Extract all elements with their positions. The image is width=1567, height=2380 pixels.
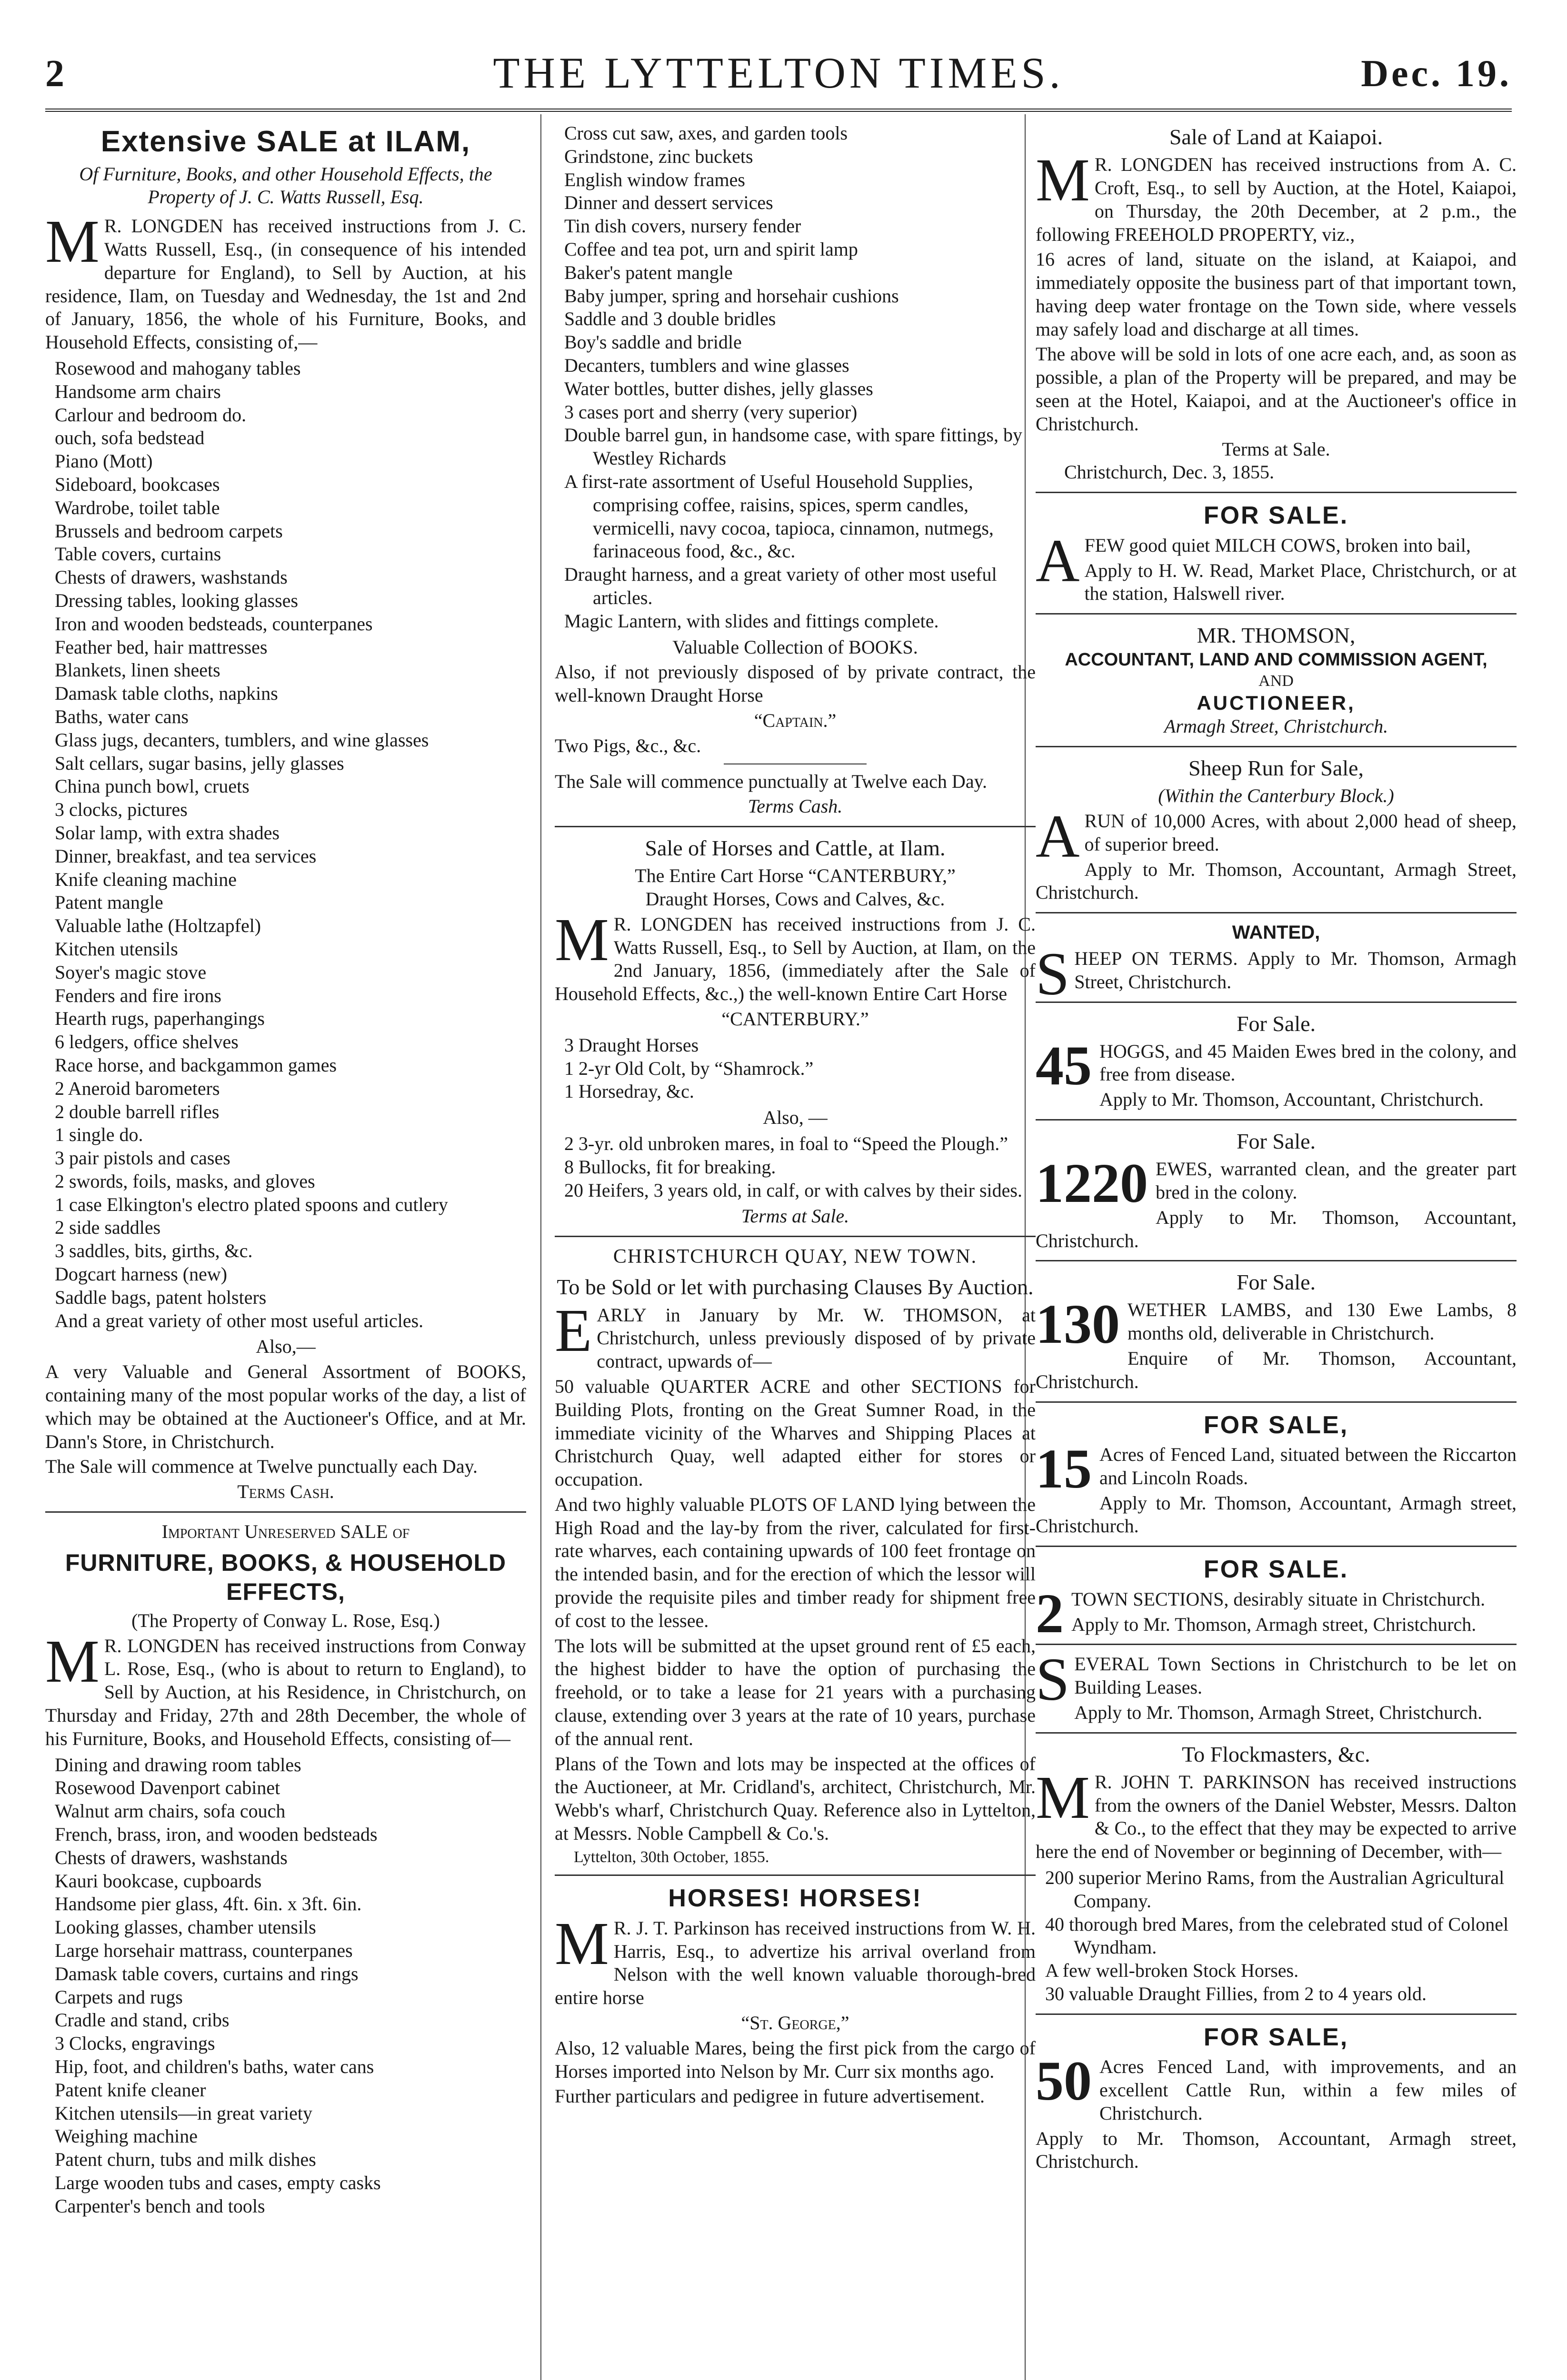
drop-cap: A bbox=[1036, 526, 1080, 595]
drop-cap: M bbox=[1036, 1763, 1090, 1831]
list-item: 1 single do. bbox=[55, 1124, 143, 1146]
ad-heading: Sale of Land at Kaiapoi. bbox=[1169, 125, 1383, 149]
item-list bbox=[55, 1754, 526, 2218]
drop-cap: M bbox=[45, 1627, 100, 1695]
list-item: Kauri bookcase, cupboards bbox=[55, 1870, 262, 1892]
big-number: 45 bbox=[1036, 1034, 1092, 1097]
big-number: 2 bbox=[1036, 1582, 1064, 1645]
list-item: Decanters, tumblers and wine glasses bbox=[564, 354, 849, 376]
books-paragraph: A very Valuable and General Assortment of BOOKS, containing many of the most popular works of the day, a list of which may be obtained at the Auctioneer's Office, and at Mr. Dann's Store, in Christchurch. bbox=[45, 1361, 526, 1452]
ad-heading: For Sale. bbox=[1236, 1270, 1316, 1295]
list-item: 2 side saddles bbox=[55, 1217, 161, 1239]
ad-paragraph: M R. J. T. Parkinson has received instructions from W. H. Harris, Esq., to advertize his arrival overland from Nelson with the well known valuable thorough-bred entire horse bbox=[555, 1909, 1036, 2009]
list-item: Looking glasses, chamber utensils bbox=[55, 1916, 316, 1938]
list-item: ouch, sofa bedstead bbox=[55, 427, 205, 449]
list-item: Chests of drawers, washstands bbox=[55, 1846, 288, 1868]
list-item: Wardrobe, toilet table bbox=[55, 496, 220, 518]
list-item: Rosewood Davenport cabinet bbox=[55, 1777, 280, 1799]
list-item: 1 Horsedray, &c. bbox=[564, 1081, 694, 1102]
list-item: Water bottles, butter dishes, jelly glasses bbox=[564, 377, 873, 399]
list-item: English window frames bbox=[564, 169, 745, 190]
list-item: And a great variety of other most useful articles. bbox=[55, 1309, 424, 1331]
ad-paragraph: 130 WETHER LAMBS, and 130 Ewe Lambs, 8 months old, deliverable in Christchurch. bbox=[1036, 1293, 1517, 1356]
ad-paragraph: Apply to Mr. Thomson, Accountant, Christchurch. bbox=[1099, 1089, 1484, 1111]
ad-subheading: Of Furniture, Books, and other Household Effects, the Property of J. C. Watts Russell, Esq. bbox=[79, 163, 492, 208]
ad-paragraph: 1220 EWES, warranted clean, and the greater part bred in the colony. bbox=[1036, 1152, 1517, 1215]
ad-heading: WANTED, bbox=[1232, 922, 1320, 943]
list-item: 2 swords, foils, masks, and gloves bbox=[55, 1170, 315, 1192]
drop-cap: M bbox=[555, 1909, 609, 1977]
list-item: Soyer's magic stove bbox=[55, 961, 207, 983]
list-item: A few well-broken Stock Horses. bbox=[1045, 1960, 1299, 1982]
item-list bbox=[55, 357, 526, 1332]
ad-paragraph: Apply to Mr. Thomson, Armagh street, Christchurch. bbox=[1071, 1613, 1477, 1635]
ad-heading: HORSES! HORSES! bbox=[668, 1884, 922, 1913]
ad-paragraph: 15 Acres of Fenced Land, situated between the Riccarton and Lincoln Roads. bbox=[1036, 1438, 1517, 1500]
also-line: Also, — bbox=[763, 1107, 828, 1129]
list-item: Dogcart harness (new) bbox=[55, 1263, 228, 1285]
separator bbox=[1036, 1732, 1517, 1734]
list-item: Iron and wooden bedsteads, counterpanes bbox=[55, 613, 373, 635]
list-item: 1 2-yr Old Colt, by “Shamrock.” bbox=[564, 1057, 814, 1079]
ad-paragraph: Apply to Mr. Thomson, Accountant, Armagh street, Christchurch. bbox=[1036, 2127, 1517, 2172]
list-item: Kitchen utensils bbox=[55, 938, 178, 960]
list-item: 8 Bullocks, fit for breaking. bbox=[564, 1156, 776, 1178]
list-item: Boy's saddle and bridle bbox=[564, 331, 742, 353]
ad-paragraph: M R. JOHN T. PARKINSON has received instructions from the owners of the Daniel Webster, Messrs. Dalton & Co., to the effect that they may be expected to arrive here the end of November or beginning of December, with— bbox=[1036, 1763, 1517, 1863]
item-list bbox=[1045, 1866, 1517, 2006]
list-item: 200 superior Merino Rams, from the Australian Agricultural Company. bbox=[1045, 1866, 1505, 1912]
ad-paragraph: Apply to Mr. Thomson, Accountant, Armagh Street, Christchurch. bbox=[1036, 858, 1517, 903]
ad-heading: CHRISTCHURCH QUAY, NEW TOWN. bbox=[613, 1246, 978, 1268]
list-item: Cradle and stand, cribs bbox=[55, 2009, 230, 2031]
list-item: Salt cellars, sugar basins, jelly glasses bbox=[55, 752, 344, 774]
list-item: Baby jumper, spring and horsehair cushions bbox=[564, 285, 899, 307]
agent-name: MR. THOMSON, bbox=[1197, 623, 1356, 648]
newspaper-title: THE LYTTELTON TIMES. bbox=[493, 49, 1064, 97]
drop-cap: M bbox=[1036, 146, 1090, 214]
big-number: 130 bbox=[1036, 1293, 1120, 1356]
terms-line: Terms at Sale. bbox=[1222, 438, 1330, 460]
list-item: 3 pair pistols and cases bbox=[55, 1147, 230, 1169]
list-item: Blankets, linen sheets bbox=[55, 659, 220, 681]
ad-intro: M R. LONGDEN has received instructions from J. C. Watts Russell, Esq., (in consequence of his intended departure for England), to Sell by Auction, at his residence, Ilam, on Tuesday and Wednesday, the 1st and 2nd of January, 1856, the whole of his Furniture, Books, and Household Effects, consisting of,— bbox=[45, 208, 526, 353]
contract-line: Also, if not previously disposed of by private contract, the well-known Draught Horse bbox=[555, 661, 1036, 706]
big-number: 50 bbox=[1036, 2050, 1092, 2112]
ad-heading: For Sale. bbox=[1236, 1129, 1316, 1154]
list-item: Kitchen utensils—in great variety bbox=[55, 2102, 312, 2124]
ad-paragraph: Apply to Mr. Thomson, Accountant, Armagh street, Christchurch. bbox=[1036, 1492, 1517, 1537]
item-list bbox=[564, 1132, 1036, 1202]
issue-date: Dec. 19. bbox=[1361, 53, 1512, 95]
separator bbox=[1036, 1260, 1517, 1261]
horse-name: “CANTERBURY.” bbox=[721, 1008, 869, 1030]
agent-title: AUCTIONEER, bbox=[1197, 692, 1356, 714]
list-item: Chests of drawers, washstands bbox=[55, 566, 288, 588]
list-item: A first-rate assortment of Useful Household Supplies, comprising coffee, raisins, spices, sperm candles, vermicelli, navy cocoa, tapioca, cinnamon, nutmegs, farinaceous food, &c., &c. bbox=[564, 470, 994, 562]
drop-cap: S bbox=[1036, 1646, 1070, 1714]
list-item: Patent knife cleaner bbox=[55, 2079, 206, 2101]
ad-paragraph: M R. LONGDEN has received instructions from A. C. Croft, Esq., to sell by Auction, at the Hotel, Kaiapoi, on Thursday, the 20th December, at 2 p.m., the following FREEHOLD PROPERTY, viz., bbox=[1036, 146, 1517, 245]
list-item: Baths, water cans bbox=[55, 705, 189, 727]
list-item: Magic Lantern, with slides and fittings complete. bbox=[564, 610, 939, 632]
list-item: Valuable lathe (Holtzapfel) bbox=[55, 915, 261, 937]
list-item: Dinner and dessert services bbox=[564, 192, 773, 214]
ad-paragraph: Enquire of Mr. Thomson, Accountant, Christchurch. bbox=[1036, 1348, 1517, 1392]
separator bbox=[1036, 1644, 1517, 1645]
terms-line: Terms Cash. bbox=[237, 1481, 334, 1503]
list-item: Damask table cloths, napkins bbox=[55, 683, 278, 704]
list-item: Walnut arm chairs, sofa couch bbox=[55, 1800, 286, 1822]
ad-heading: FOR SALE. bbox=[1203, 1556, 1349, 1584]
horse-name: “Captain.” bbox=[754, 709, 837, 731]
ad-paragraph: EARLY in January by Mr. W. THOMSON, at Christchurch, unless previously disposed of by private contract, upwards of— bbox=[555, 1296, 1036, 1372]
list-item: Sideboard, bookcases bbox=[55, 473, 220, 495]
list-item: Dining and drawing room tables bbox=[55, 1754, 301, 1775]
list-item: Tin dish covers, nursery fender bbox=[564, 215, 801, 237]
list-item: 30 valuable Draught Fillies, from 2 to 4 years old. bbox=[1045, 1983, 1427, 2004]
ad-heading: FOR SALE. bbox=[1203, 502, 1349, 530]
ad-subheading: To be Sold or let with purchasing Clauses By Auction. bbox=[557, 1275, 1034, 1299]
pigs-line: Two Pigs, &c., &c. bbox=[555, 734, 701, 756]
ad-paragraph: Apply to Mr. Thomson, Accountant, Christchurch. bbox=[1036, 1206, 1517, 1251]
agent-and: AND bbox=[1258, 672, 1294, 690]
masthead-rule bbox=[45, 109, 1512, 112]
ad-paragraph: ARUN of 10,000 Acres, with about 2,000 head of sheep, of superior breed. bbox=[1036, 802, 1517, 870]
list-item: 3 Clocks, engravings bbox=[55, 2033, 215, 2054]
list-item: 3 cases port and sherry (very superior) bbox=[564, 401, 858, 423]
list-item: China punch bowl, cruets bbox=[55, 775, 250, 797]
list-item: Carpenter's bench and tools bbox=[55, 2195, 265, 2217]
list-item: Fenders and fire irons bbox=[55, 984, 221, 1006]
ad-paragraph: 2 TOWN SECTIONS, desirably situate in Christchurch. bbox=[1036, 1582, 1486, 1645]
ad-paragraph: Apply to H. W. Read, Market Place, Christchurch, or at the station, Halswell river. bbox=[1084, 559, 1517, 605]
list-item: Knife cleaning machine bbox=[55, 868, 237, 890]
list-item: Dinner, breakfast, and tea services bbox=[55, 845, 317, 867]
list-item: Solar lamp, with extra shades bbox=[55, 822, 280, 843]
ad-heading: To Flockmasters, &c. bbox=[1182, 1742, 1370, 1766]
list-item: 3 Draught Horses bbox=[564, 1034, 699, 1056]
list-item: 2 double barrell rifles bbox=[55, 1101, 220, 1122]
separator bbox=[1036, 613, 1517, 615]
separator bbox=[555, 1874, 1036, 1876]
ad-intro: M R. LONGDEN has received instructions from J. C. Watts Russell, Esq., to Sell by Auction, at Ilam, on the 2nd January, 1856, (immediately after the Sale of Household Effects, &c.,) the well-known Entire Cart Horse bbox=[555, 905, 1036, 1005]
ad-heading: Sheep Run for Sale, bbox=[1188, 756, 1364, 781]
ad-paragraph: SHEEP ON TERMS. Apply to Mr. Thomson, Armagh Street, Christchurch. bbox=[1036, 940, 1517, 1008]
column-3 bbox=[1036, 119, 1517, 2380]
list-item: Patent mangle bbox=[55, 892, 163, 913]
list-item: Baker's patent mangle bbox=[564, 261, 733, 283]
list-item: French, brass, iron, and wooden bedsteads bbox=[55, 1824, 378, 1845]
agent-title: ACCOUNTANT, LAND AND COMMISSION AGENT, bbox=[1065, 650, 1487, 670]
separator bbox=[1036, 1546, 1517, 1547]
commence-line: The Sale will commence at Twelve punctually each Day. bbox=[45, 1456, 478, 1478]
ad-pre-heading: Important Unreserved SALE of bbox=[161, 1521, 410, 1543]
list-item: Handsome arm chairs bbox=[55, 380, 221, 402]
list-item: 20 Heifers, 3 years old, in calf, or with calves by their sides. bbox=[564, 1179, 1022, 1201]
ad-date: Lyttelton, 30th October, 1855. bbox=[574, 1848, 769, 1866]
drop-cap: A bbox=[1036, 802, 1080, 870]
ad-paragraph: AFEW good quiet MILCH COWS, broken into bail, bbox=[1036, 526, 1471, 595]
list-item: Race horse, and backgammon games bbox=[55, 1054, 337, 1076]
ad-paragraph: The above will be sold in lots of one acre each, and, as soon as possible, a plan of the Property will be prepared, and may be seen at the Hotel, Kaiapoi, and at the Auctioneer's office in Christchurch. bbox=[1036, 343, 1517, 435]
ad-paragraph: The lots will be submitted at the upset ground rent of £5 each, the highest bidder to have the option of purchasing the freehold, or to take a lease for 21 years with a purchasing clause, extending over 3 years at the rate of 10 years, purchase of the annual rent. bbox=[555, 1635, 1036, 1749]
list-item: Cross cut saw, axes, and garden tools bbox=[564, 122, 848, 144]
horse-name: “St. George,” bbox=[741, 2012, 849, 2033]
ad-heading: FOR SALE, bbox=[1203, 1411, 1349, 1439]
ad-heading: Extensive SALE at ILAM, bbox=[100, 125, 471, 158]
terms-line: Terms at Sale. bbox=[741, 1205, 849, 1227]
ad-paragraph: Plans of the Town and lots may be inspected at the offices of the Auctioneer, at Mr. Cridland's, architect, Christchurch, Mr. Webb's wharf, Christchurch Quay. Reference also in Lyttelton, at Messrs. Noble Campbell & Co.'s. bbox=[555, 1753, 1036, 1844]
masthead bbox=[45, 33, 1512, 105]
list-item: Table covers, curtains bbox=[55, 543, 221, 565]
drop-cap: M bbox=[555, 905, 609, 973]
list-item: Large wooden tubs and cases, empty casks bbox=[55, 2172, 381, 2193]
ad-paragraph: Apply to Mr. Thomson, Armagh Street, Christchurch. bbox=[1074, 1701, 1483, 1723]
list-item: Dressing tables, looking glasses bbox=[55, 589, 299, 611]
separator bbox=[45, 1511, 526, 1513]
list-item: Damask table covers, curtains and rings bbox=[55, 1963, 359, 1984]
item-list bbox=[564, 1034, 1036, 1103]
list-item: 40 thorough bred Mares, from the celebrated stud of Colonel Wyndham. bbox=[1045, 1913, 1509, 1958]
ad-line: Draught Horses, Cows and Calves, &c. bbox=[645, 888, 945, 910]
list-item: Hearth rugs, paperhangings bbox=[55, 1008, 265, 1030]
drop-cap: S bbox=[1036, 940, 1070, 1008]
list-item: Double barrel gun, in handsome case, with spare fittings, by Westley Richards bbox=[564, 424, 1022, 469]
separator bbox=[1036, 1002, 1517, 1003]
list-item: Glass jugs, decanters, tumblers, and wine glasses bbox=[55, 729, 429, 751]
list-item: 3 clocks, pictures bbox=[55, 799, 188, 821]
list-item: 2 Aneroid barometers bbox=[55, 1077, 220, 1099]
list-item: Draught harness, and a great variety of other most useful articles. bbox=[564, 564, 997, 608]
ad-paragraph: 50 Acres Fenced Land, with improvements, and an excellent Cattle Run, within a few miles of Christchurch. bbox=[1036, 2050, 1517, 2124]
ad-paragraph: 45 HOGGS, and 45 Maiden Ewes bred in the colony, and free from disease. bbox=[1036, 1034, 1517, 1097]
list-item: Saddle bags, patent holsters bbox=[55, 1286, 267, 1308]
list-item: 2 3-yr. old unbroken mares, in foal to “Speed the Plough.” bbox=[564, 1132, 1008, 1154]
drop-cap: M bbox=[45, 208, 100, 276]
page-number: 2 bbox=[45, 53, 64, 95]
ad-heading: FOR SALE, bbox=[1203, 2023, 1349, 2051]
ad-paragraph: Further particulars and pedigree in future advertisement. bbox=[555, 2085, 985, 2107]
ad-subheading: (Within the Canterbury Block.) bbox=[1158, 785, 1394, 807]
list-item: Coffee and tea pot, urn and spirit lamp bbox=[564, 238, 858, 260]
ad-heading: For Sale. bbox=[1236, 1011, 1316, 1036]
column-divider bbox=[540, 114, 541, 2380]
drop-cap: E bbox=[555, 1296, 592, 1364]
ad-paragraph: SEVERAL Town Sections in Christchurch to be let on Building Leases. bbox=[1036, 1646, 1517, 1714]
ad-paragraph: 16 acres of land, situate on the island, at Kaiapoi, and immediately opposite the business part of that important town, having deep water frontage on the Town side, where vessels may safely load and discharge at all times. bbox=[1036, 248, 1517, 340]
list-item: 1 case Elkington's electro plated spoons and cutlery bbox=[55, 1193, 448, 1215]
list-item: Piano (Mott) bbox=[55, 450, 153, 472]
separator bbox=[1036, 912, 1517, 913]
list-item: Rosewood and mahogany tables bbox=[55, 357, 301, 379]
ad-paragraph: 50 valuable QUARTER ACRE and other SECTIONS for Building Plots, fronting on the Great Sumner Road, in the immediate vicinity of the Wharves and Shipping Places at Christchurch Quay, well adapted either for stores or occupation. bbox=[555, 1375, 1036, 1490]
separator bbox=[1036, 2013, 1517, 2015]
list-item: Grindstone, zinc buckets bbox=[564, 145, 753, 167]
list-item: Weighing machine bbox=[55, 2125, 198, 2147]
ad-paragraph: Also, 12 valuable Mares, being the first pick from the cargo of Horses imported into Nelson by Mr. Curr six months ago. bbox=[555, 2037, 1036, 2082]
ad-heading: Sale of Horses and Cattle, at Ilam. bbox=[645, 836, 946, 861]
list-item: Large horsehair mattrass, counterpanes bbox=[55, 1940, 353, 1961]
commence-line: The Sale will commence punctually at Twelve each Day. bbox=[555, 770, 987, 792]
list-item: Carpets and rugs bbox=[55, 1986, 183, 2008]
list-item: 6 ledgers, office shelves bbox=[55, 1031, 239, 1053]
column-1 bbox=[45, 119, 526, 2380]
terms-line: Terms Cash. bbox=[748, 795, 843, 817]
agent-address: Armagh Street, Christchurch. bbox=[1164, 715, 1388, 737]
list-item: Patent churn, tubs and milk dishes bbox=[55, 2149, 316, 2171]
separator bbox=[1036, 1119, 1517, 1121]
big-number: 1220 bbox=[1036, 1152, 1148, 1215]
big-number: 15 bbox=[1036, 1438, 1092, 1500]
list-item: Hip, foot, and children's baths, water cans bbox=[55, 2055, 374, 2077]
separator bbox=[1036, 492, 1517, 493]
separator bbox=[555, 826, 1036, 827]
list-item: Saddle and 3 double bridles bbox=[564, 308, 776, 330]
also-line: Also,— bbox=[256, 1336, 316, 1358]
separator bbox=[555, 1236, 1036, 1237]
list-item: Brussels and bedroom carpets bbox=[55, 520, 283, 542]
item-list bbox=[564, 122, 1036, 633]
books-line: Valuable Collection of BOOKS. bbox=[672, 636, 918, 658]
list-item: 3 saddles, bits, girths, &c. bbox=[55, 1240, 253, 1262]
ad-line: The Entire Cart Horse “CANTERBURY,” bbox=[635, 865, 956, 887]
list-item: Carlour and bedroom do. bbox=[55, 404, 247, 426]
ad-paragraph: And two highly valuable PLOTS OF LAND lying between the High Road and the lay-by from the river, calculated for first-rate wharves, each containing upwards of 100 feet frontage on the intended basin, and for the erection of which the lessor will provide the requisite piles and timber ready for shipment free of cost to the lessee. bbox=[555, 1493, 1036, 1631]
ad-intro: M R. LONGDEN has received instructions from Conway L. Rose, Esq., (who is about to return to England), to Sell by Auction, at his Residence, in Christchurch, on Thursday and Friday, 27th and 28th December, the whole of his Furniture, Books, and Household Effects, consisting of— bbox=[45, 1627, 526, 1749]
separator bbox=[1036, 746, 1517, 747]
list-item: Handsome pier glass, 4ft. 6in. x 3ft. 6in. bbox=[55, 1893, 362, 1915]
ad-heading: FURNITURE, BOOKS, & HOUSEHOLD EFFECTS, bbox=[65, 1549, 507, 1605]
column-2 bbox=[555, 119, 1036, 2380]
list-item: Feather bed, hair mattresses bbox=[55, 636, 268, 658]
ad-date: Christchurch, Dec. 3, 1855. bbox=[1064, 461, 1275, 483]
ad-subheading: (The Property of Conway L. Rose, Esq.) bbox=[131, 1609, 440, 1631]
separator bbox=[1036, 1401, 1517, 1403]
